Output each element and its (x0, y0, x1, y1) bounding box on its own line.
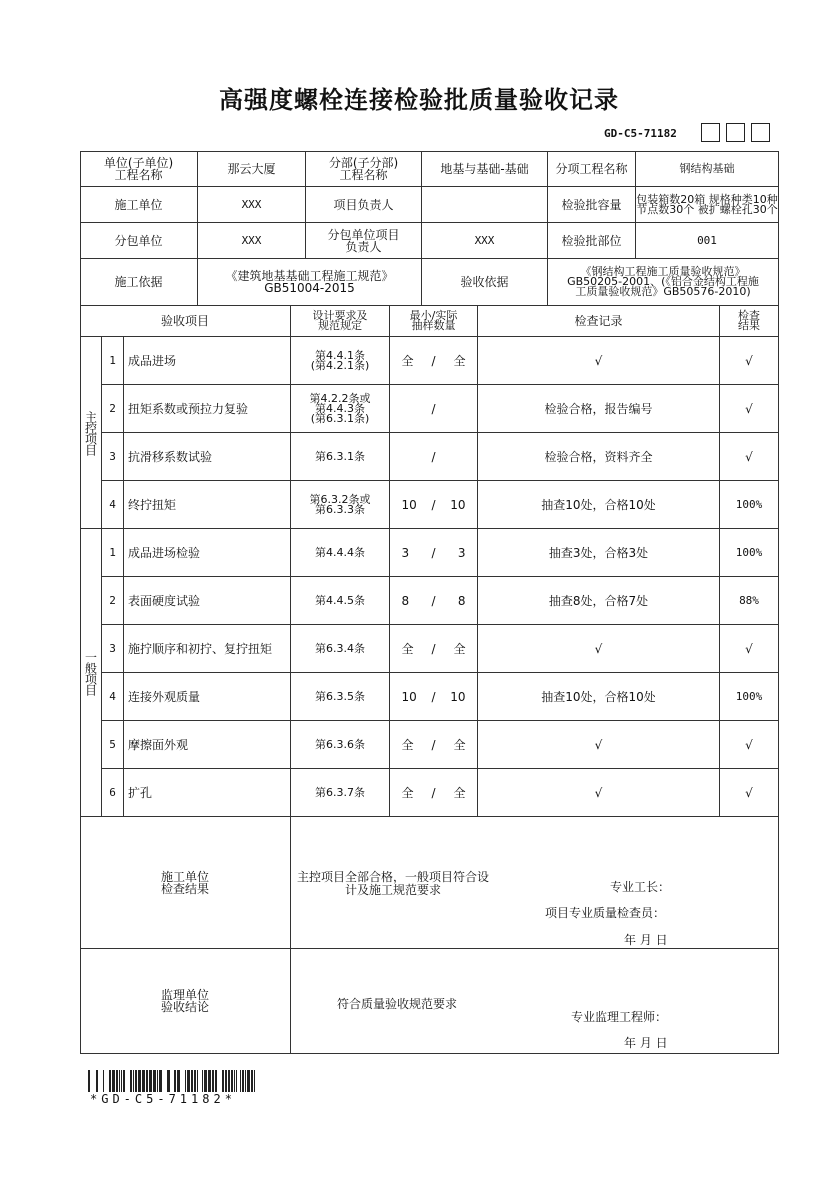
header-subcontractor-label: 分包单位 (80, 223, 198, 259)
barcode-bar (153, 1070, 156, 1092)
supervisor-check-label: 监理单位 验收结论 (80, 949, 291, 1054)
barcode-bar (138, 1070, 141, 1092)
row-sample[interactable] (390, 433, 478, 481)
row-record[interactable]: 抽查10处，合格10处 (478, 481, 720, 529)
sample-slash: / (431, 737, 436, 752)
row-number: 3 (102, 433, 124, 481)
column-header-result: 检查 结果 (720, 306, 779, 337)
barcode-text: *GD-C5-71182* (90, 1092, 236, 1106)
barcode-bar (212, 1070, 214, 1092)
contractor-date[interactable]: 年 月 日 (624, 933, 668, 947)
barcode-bar (96, 1070, 98, 1092)
column-header-spec: 设计要求及 规范规定 (291, 306, 390, 337)
code-box-3[interactable] (751, 123, 770, 142)
sample-min: 8 (401, 593, 410, 608)
row-item-name: 扭矩系数或预拉力复验 (124, 385, 291, 433)
row-sample[interactable] (390, 337, 478, 385)
sample-slash: / (431, 401, 436, 416)
row-item-name: 抗滑移系数试验 (124, 433, 291, 481)
sample-slash: / (431, 545, 436, 560)
sample-values (402, 403, 466, 415)
sample-min: 10 (401, 689, 417, 704)
barcode-bar (231, 1070, 233, 1092)
barcode-bar (130, 1070, 132, 1092)
supervisor-date[interactable]: 年 月 日 (624, 1036, 668, 1050)
code-box-2[interactable] (726, 123, 745, 142)
row-sample[interactable] (390, 481, 478, 529)
sample-slash: / (431, 785, 436, 800)
row-item-name: 成品进场 (124, 337, 291, 385)
barcode-bar (103, 1070, 104, 1092)
barcode-bar (202, 1070, 203, 1092)
row-result[interactable]: √ (720, 625, 779, 673)
code-box-1[interactable] (701, 123, 720, 142)
sample-actual: 全 (453, 785, 466, 800)
engineer-signature[interactable]: 专业监理工程师： (571, 1010, 668, 1024)
header-construction-basis-label: 施工依据 (80, 259, 198, 306)
row-result[interactable]: 100% (720, 529, 779, 577)
row-record[interactable]: 抽查3处，合格3处 (478, 529, 720, 577)
column-header-item: 验收项目 (80, 306, 291, 337)
sample-values (402, 451, 466, 463)
sample-actual: 全 (453, 737, 466, 752)
sample-values (402, 643, 466, 655)
row-item-name: 终拧扭矩 (124, 481, 291, 529)
sample-slash: / (431, 593, 436, 608)
barcode-bar (234, 1070, 235, 1092)
row-number: 3 (102, 625, 124, 673)
sample-values (402, 355, 466, 367)
barcode-bar (167, 1070, 170, 1092)
barcode-bar (135, 1070, 137, 1092)
sample-values (402, 499, 466, 511)
row-result[interactable]: 100% (720, 673, 779, 721)
supervisor-conclusion: 符合质量验收规范要求 (337, 997, 458, 1011)
barcode-bar (121, 1070, 122, 1092)
sample-actual: 10 (450, 689, 466, 704)
row-result[interactable]: √ (720, 433, 779, 481)
sample-slash: / (431, 641, 436, 656)
header-batch-capacity-value[interactable]: 包装箱数20箱 规格种类10种 节点数30个 被扩螺栓孔30个 (636, 187, 779, 223)
row-spec: 第6.3.5条 (291, 673, 390, 721)
barcode-bar (142, 1070, 145, 1092)
header-contractor-label: 施工单位 (80, 187, 198, 223)
row-result[interactable]: √ (720, 769, 779, 817)
sample-actual: 10 (450, 497, 466, 512)
foreman-signature[interactable]: 专业工长： (610, 880, 671, 894)
barcode-bar (208, 1070, 211, 1092)
sample-values (402, 787, 466, 799)
row-spec: 第6.3.2条或 第6.3.3条 (291, 481, 390, 529)
row-spec: 第6.3.4条 (291, 625, 390, 673)
sample-slash: / (431, 353, 436, 368)
header-unit-project-value[interactable]: 那云大厦 (198, 151, 306, 187)
row-number: 4 (102, 481, 124, 529)
sample-actual: 8 (457, 593, 466, 608)
sample-values (402, 595, 466, 607)
row-spec: 第4.4.5条 (291, 577, 390, 625)
header-subitem-label: 分项工程名称 (548, 151, 636, 187)
row-item-name: 成品进场检验 (124, 529, 291, 577)
sample-min: 3 (401, 545, 410, 560)
sample-min: 全 (401, 737, 414, 752)
barcode-bar (254, 1070, 255, 1092)
barcode-bar (159, 1070, 162, 1092)
barcode-bar (157, 1070, 158, 1092)
barcode-bar (247, 1070, 250, 1092)
row-item-name: 表面硬度试验 (124, 577, 291, 625)
row-sample[interactable] (390, 529, 478, 577)
row-spec: 第6.3.7条 (291, 769, 390, 817)
barcode-bar (185, 1070, 186, 1092)
row-number: 1 (102, 529, 124, 577)
row-item-name: 摩擦面外观 (124, 721, 291, 769)
row-result[interactable]: 88% (720, 577, 779, 625)
contractor-conclusion: 主控项目全部合格，一般项目符合设 计及施工规范要求 (297, 870, 490, 897)
row-spec: 第4.4.1条 (第4.2.1条) (291, 337, 390, 385)
header-unit-project-label: 单位(子单位) 工程名称 (80, 151, 198, 187)
header-acceptance-basis-label: 验收依据 (422, 259, 548, 306)
sample-actual: 全 (453, 641, 466, 656)
barcode-bar (194, 1070, 196, 1092)
barcode-bar (109, 1070, 111, 1092)
row-sample[interactable] (390, 673, 478, 721)
row-sample[interactable] (390, 625, 478, 673)
barcode-bar (177, 1070, 180, 1092)
barcode-bar (174, 1070, 176, 1092)
barcode-bar (88, 1070, 90, 1092)
header-sub-pm-label: 分包单位项目 负责人 (306, 223, 422, 259)
barcode-bar (119, 1070, 120, 1092)
barcode-bar (236, 1070, 237, 1092)
row-number: 2 (102, 385, 124, 433)
barcode-bar (187, 1070, 190, 1092)
barcode-bar (116, 1070, 118, 1092)
sample-min: 全 (401, 641, 414, 656)
barcode-bar (245, 1070, 246, 1092)
sample-min: 全 (401, 353, 414, 368)
row-item-name: 扩孔 (124, 769, 291, 817)
barcode-bar (222, 1070, 224, 1092)
page-title: 高强度螺栓连接检验批质量验收记录 (219, 86, 619, 114)
barcode-bar (204, 1070, 207, 1092)
barcode-bar (225, 1070, 227, 1092)
row-record[interactable]: 抽查8处，合格7处 (478, 577, 720, 625)
barcode-bar (123, 1070, 125, 1092)
row-record[interactable]: √ (478, 625, 720, 673)
row-number: 4 (102, 673, 124, 721)
row-spec: 第4.4.4条 (291, 529, 390, 577)
row-result[interactable]: √ (720, 721, 779, 769)
sample-slash: / (431, 449, 436, 464)
row-spec: 第4.2.2条或 第4.4.3条 (第6.3.1条) (291, 385, 390, 433)
header-batch-location-label: 检验批部位 (548, 223, 636, 259)
sample-slash: / (431, 497, 436, 512)
row-number: 1 (102, 337, 124, 385)
header-construction-basis-value[interactable]: 《建筑地基基础工程施工规范》 GB51004-2015 (198, 259, 422, 306)
row-spec: 第6.3.1条 (291, 433, 390, 481)
row-record[interactable]: 检验合格，资料齐全 (478, 433, 720, 481)
barcode-bar (112, 1070, 115, 1092)
barcode-bar (146, 1070, 148, 1092)
row-result[interactable]: √ (720, 385, 779, 433)
row-result[interactable]: 100% (720, 481, 779, 529)
sample-min: 全 (401, 785, 414, 800)
barcode-bar (191, 1070, 193, 1092)
barcode-bar (251, 1070, 253, 1092)
header-division-label: 分部(子分部) 工程名称 (306, 151, 422, 187)
row-sample[interactable] (390, 385, 478, 433)
header-division-value[interactable]: 地基与基础-基础 (422, 151, 548, 187)
group-label: 主控项目 (80, 337, 102, 529)
sample-actual: 3 (457, 545, 466, 560)
barcode (88, 1070, 258, 1092)
row-number: 5 (102, 721, 124, 769)
sample-slash: / (431, 689, 436, 704)
header-sub-pm-value[interactable]: XXX (422, 223, 548, 259)
header-contractor-value[interactable]: XXX (198, 187, 306, 223)
header-acceptance-basis-value[interactable]: 《钢结构工程施工质量验收规范》 GB50205-2001、(《铝合金结构工程施 工质量验收规范》GB50576-2010) (548, 259, 779, 306)
sample-values (402, 691, 466, 703)
row-record[interactable]: √ (478, 721, 720, 769)
header-batch-location-value[interactable]: 001 (636, 223, 779, 259)
row-record[interactable]: 抽查10处，合格10处 (478, 673, 720, 721)
row-number: 2 (102, 577, 124, 625)
row-sample[interactable] (390, 769, 478, 817)
row-record[interactable]: √ (478, 337, 720, 385)
sample-values (402, 739, 466, 751)
sample-actual: 全 (453, 353, 466, 368)
barcode-bar (133, 1070, 134, 1092)
inspector-signature[interactable]: 项目专业质量检查员： (545, 906, 666, 920)
row-item-name: 施拧顺序和初拧、复拧扭矩 (124, 625, 291, 673)
header-pm-value[interactable] (422, 187, 548, 223)
contractor-check-label: 施工单位 检查结果 (80, 817, 291, 949)
row-item-name: 连接外观质量 (124, 673, 291, 721)
barcode-bar (197, 1070, 198, 1092)
group-label: 一般项目 (80, 529, 102, 817)
barcode-bar (242, 1070, 244, 1092)
form-code: GD-C5-71182 (604, 127, 677, 140)
row-result[interactable]: √ (720, 337, 779, 385)
row-record[interactable]: 检验合格，报告编号 (478, 385, 720, 433)
sample-values (402, 547, 466, 559)
row-sample[interactable] (390, 721, 478, 769)
header-subitem-value[interactable]: 钢结构基础 (636, 151, 779, 187)
sample-min: 10 (401, 497, 417, 512)
row-spec: 第6.3.6条 (291, 721, 390, 769)
row-sample[interactable] (390, 577, 478, 625)
barcode-bar (149, 1070, 152, 1092)
barcode-bar (240, 1070, 241, 1092)
barcode-bar (228, 1070, 230, 1092)
column-header-sample: 最小/实际 抽样数量 (390, 306, 478, 337)
header-batch-capacity-label: 检验批容量 (548, 187, 636, 223)
row-record[interactable]: √ (478, 769, 720, 817)
header-pm-label: 项目负责人 (306, 187, 422, 223)
column-header-record: 检查记录 (478, 306, 720, 337)
row-number: 6 (102, 769, 124, 817)
barcode-bar (215, 1070, 217, 1092)
header-subcontractor-value[interactable]: XXX (198, 223, 306, 259)
